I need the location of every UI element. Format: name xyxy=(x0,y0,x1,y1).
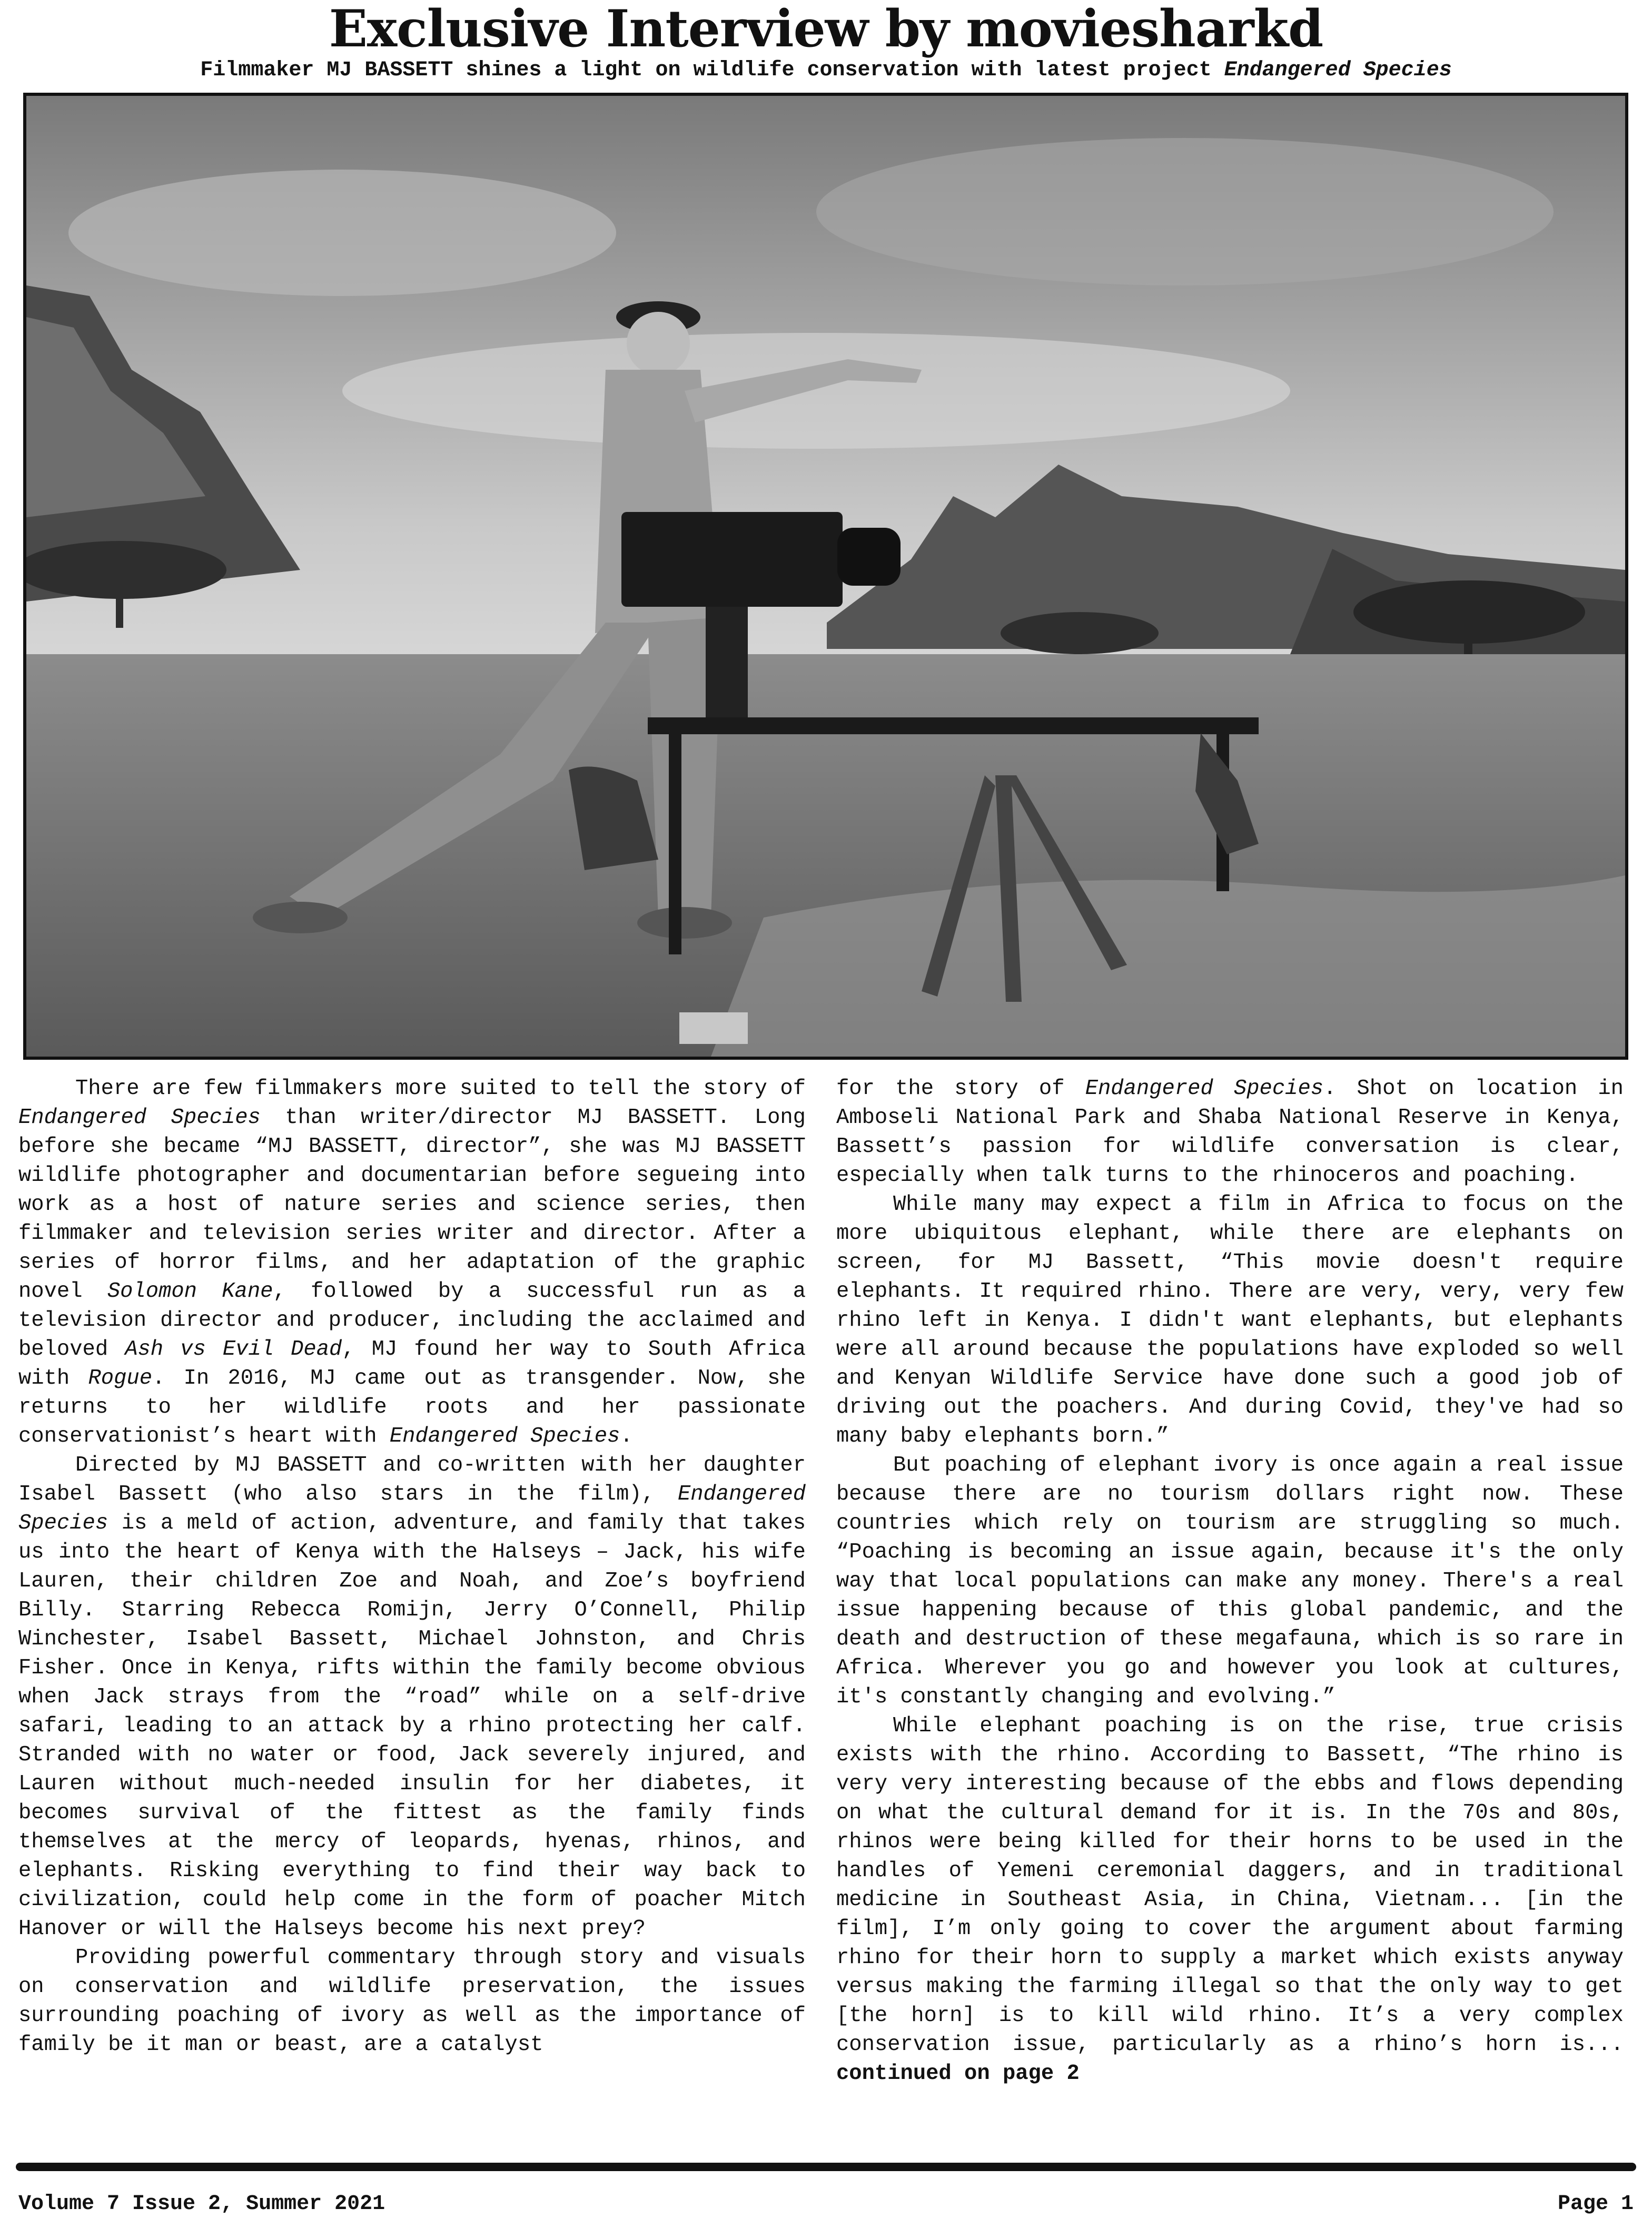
headline: Exclusive Interview by moviesharkd xyxy=(329,0,1323,58)
feature-photo xyxy=(23,93,1628,1060)
issue-info: Volume 7 Issue 2, Summer 2021 xyxy=(18,2192,385,2216)
paragraph: While many may expect a film in Africa to focus on the more ubiquitous elephant, while there are elephants on screen, for MJ Bassett, “This movie doesn't require elephants. It required rhino. There are very, very, very few rhino left in Kenya. I didn't want elephants, but elephants were all around because the populations have exploded so well and Kenyan Wildlife Service have done such a good job of driving out the poachers. And during Covid, they've had so many baby elephants born.” xyxy=(836,1192,1624,1448)
photo-illustration xyxy=(26,96,1625,1057)
continued-link[interactable]: continued on page 2 xyxy=(836,2062,1080,2086)
page-number: Page 1 xyxy=(1557,2192,1634,2216)
article-column-left xyxy=(18,1074,806,2123)
paragraph: While elephant poaching is on the rise, true crisis exists with the rhino. According to Bassett, “The rhino is very very interesting because of the ebbs and flows depending on what the cultural demand for it is. In the 70s and 80s, rhinos were being killed for their horns to be used in the handles of Yemeni ceremonial daggers, and in traditional medicine in Southeast Asia, in China, Vietnam... [in the film], I’m only going to cover the argument about farming rhino for their horn to supply a market which exists anyway versus making the farming illegal so that the only way to get [the horn] is to kill wild rhino. It’s a very complex conservation issue, particularly as a rhino’s horn is... continued on page 2 xyxy=(836,1714,1624,2086)
paragraph: Directed by MJ BASSETT and co-written with her daughter Isabel Bassett (who also stars in the film), Endangered Species is a meld of action, adventure, and family that takes us into the heart of Kenya with the Halseys – Jack, his wife Lauren, their children Zoe and Noah, and Zoe’s boyfriend Billy. Starring Rebecca Romijn, Jerry O’Connell, Philip Winchester, Isabel Bassett, Michael Johnston, and Chris Fisher. Once in Kenya, rifts within the family become obvious when Jack strays from the “road” while on a self-drive safari, leading to an attack by a rhino protecting her calf. Stranded with no water or food, Jack severely injured, and Lauren without much-needed insulin for her diabetes, it becomes survival of the fittest as the family finds themselves at the mercy of leopards, hyenas, rhinos, and elephants. Risking everything to find their way back to civilization, could help come in the form of poacher Mitch Hanover or will the Halseys become his next prey? xyxy=(18,1453,806,1941)
paragraph: for the story of Endangered Species. Shot on location in Amboseli National Park and Shaba National Reserve in Kenya, Bassett’s passion for wildlife conversation is clear, especially when talk turns to the rhinoceros and poaching. xyxy=(836,1077,1624,1188)
article-column-right xyxy=(836,1074,1624,2123)
paragraph: But poaching of elephant ivory is once again a real issue because there are no tourism dollars right now. These countries which rely on tourism are struggling so much. “Poaching is becoming an issue again, because it's the only way that local populations can make any money. There's a real issue happening because of this global pandemic, and the death and destruction of these megafauna, which is so rare in Africa. Wherever you go and however you look at cultures, it's constantly changing and evolving.” xyxy=(836,1453,1624,1709)
paragraph: Providing powerful commentary through story and visuals on conservation and wildlife preservation, the issues surrounding poaching of ivory as well as the importance of family be it man or beast, are a catalyst xyxy=(18,1946,806,2057)
subheadline xyxy=(0,57,1652,84)
subheadline-text: Filmmaker MJ BASSETT shines a light on wildlife conservation with latest project xyxy=(200,58,1224,82)
footer-rule xyxy=(16,2163,1636,2171)
paragraph: There are few filmmakers more suited to tell the story of Endangered Species than writer/director MJ BASSETT. Long before she became “MJ BASSETT, director”, she was MJ BASSETT wildlife photographer and documentarian before segueing into work as a host of nature series and science series, then filmmaker and television series writer and director. After a series of horror films, and her adaptation of the graphic novel Solomon Kane, followed by a successful run as a television director and producer, including the acclaimed and beloved Ash vs Evil Dead, MJ found her way to South Africa with Rogue. In 2016, MJ came out as transgender. Now, she returns to her wildlife roots and her passionate conservationist’s heart with Endangered Species. xyxy=(18,1077,806,1448)
subheadline-film-title: Endangered Species xyxy=(1224,58,1452,82)
